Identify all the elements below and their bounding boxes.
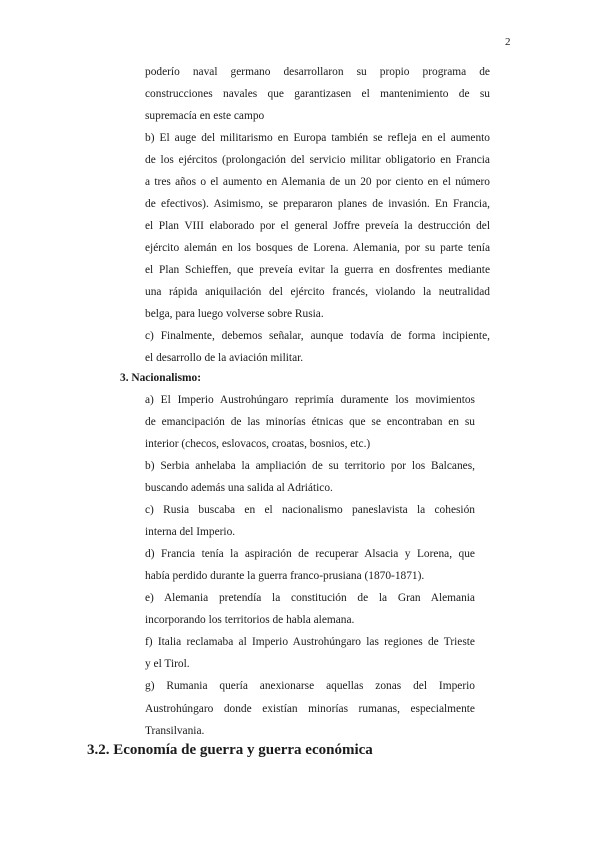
text-line: poderío naval germano desarrollaron su propio programa de	[145, 66, 490, 78]
text-line: de los ejércitos (prolongación del servicio militar obligatorio en Francia	[145, 154, 490, 166]
text-line: interna del Imperio.	[145, 526, 236, 538]
text-line: Transilvania.	[145, 725, 205, 737]
page-number: 2	[505, 36, 511, 48]
text-line: incorporando los territorios de habla alemana.	[145, 614, 355, 626]
text-line: c) Rusia buscaba en el nacionalismo paneslavista la cohesión	[145, 504, 475, 516]
text-line: buscando además una salida al Adriático.	[145, 482, 333, 494]
text-line: construcciones navales que garantizasen el mantenimiento de su	[145, 88, 490, 100]
text-line: el Plan Schieffen, que preveía evitar la guerra en dosfrentes mediante	[145, 264, 490, 276]
text-line: ejército alemán en los bosques de Lorena. Alemania, por su parte tenía	[145, 242, 490, 254]
text-line: c) Finalmente, debemos señalar, aunque todavía de forma incipiente,	[145, 330, 490, 342]
text-line: d) Francia tenía la aspiración de recuperar Alsacia y Lorena, que	[145, 548, 475, 560]
text-line: había perdido durante la guerra franco-prusiana (1870-1871).	[145, 570, 425, 582]
text-line: el Plan VIII elaborado por el general Joffre preveía la destrucción del	[145, 220, 490, 232]
section-heading: 3.2. Economía de guerra y guerra económica	[87, 742, 373, 758]
text-line: b) Serbia anhelaba la ampliación de su territorio por los Balcanes,	[145, 460, 475, 472]
text-line: supremacía en este campo	[145, 110, 265, 122]
text-line: f) Italia reclamaba al Imperio Austrohúngaro las regiones de Trieste	[145, 636, 475, 648]
text-line: una rápida aniquilación del ejército francés, violando la neutralidad	[145, 286, 490, 298]
text-line: Austrohúngaro donde existían minorías rumanas, especialmente	[145, 703, 475, 715]
text-line: g) Rumania quería anexionarse aquellas zonas del Imperio	[145, 680, 475, 692]
subsection-heading: 3. Nacionalismo:	[120, 372, 201, 384]
text-line: el desarrollo de la aviación militar.	[145, 352, 304, 364]
text-line: a) El Imperio Austrohúngaro reprimía duramente los movimientos	[145, 394, 475, 406]
text-line: interior (checos, eslovacos, croatas, bosnios, etc.)	[145, 438, 371, 450]
text-line: b) El auge del militarismo en Europa también se refleja en el aumento	[145, 132, 490, 144]
text-line: y el Tirol.	[145, 658, 190, 670]
text-line: a tres años o el aumento en Alemania de un 20 por ciento en el número	[145, 176, 490, 188]
text-line: de emancipación de las minorías étnicas que se encontraban en su	[145, 416, 475, 428]
text-line: belga, para luego volverse sobre Rusia.	[145, 308, 324, 320]
text-line: e) Alemania pretendía la constitución de la Gran Alemania	[145, 592, 475, 604]
text-line: de efectivos). Asimismo, se prepararon planes de invasión. En Francia,	[145, 198, 490, 210]
